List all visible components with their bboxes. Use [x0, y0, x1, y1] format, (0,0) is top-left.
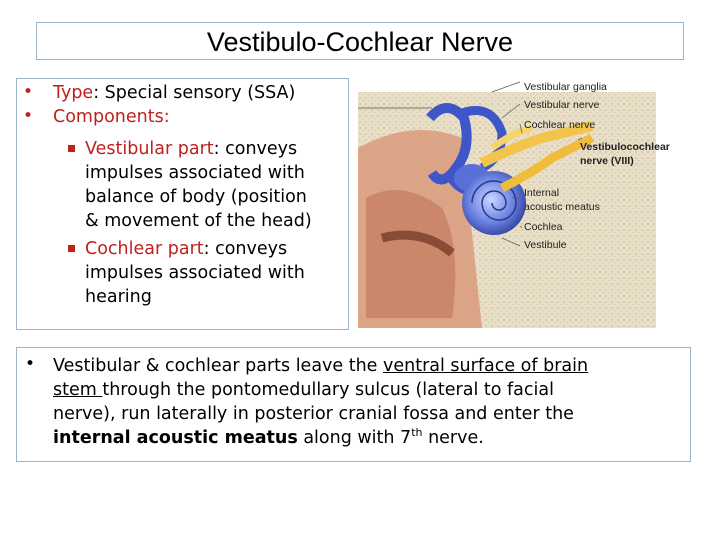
summary-line-2 — [53, 378, 554, 402]
label-cochlear-nerve: Cochlear nerve — [524, 119, 596, 131]
vestibular-line-1 — [85, 137, 297, 161]
label-cochlea: Cochlea — [524, 221, 563, 233]
title-box — [36, 22, 684, 60]
type-label: Type — [53, 83, 94, 103]
vestibular-label: Vestibular part — [85, 139, 214, 159]
square-bullet — [68, 245, 75, 252]
label-acoustic-meatus: acoustic meatus — [524, 201, 600, 213]
cochlear-line-1 — [85, 237, 287, 261]
superscript-th: th — [411, 426, 423, 440]
summary-line-3: nerve), run laterally in posterior cranial fossa and enter the — [53, 404, 574, 424]
bullet: • — [25, 354, 36, 374]
vestibular-line-2: impulses associated with — [85, 163, 305, 183]
bullet: • — [23, 106, 34, 126]
cochlear-line-2: impulses associated with — [85, 263, 305, 283]
square-bullet — [68, 145, 75, 152]
label-vestibular-ganglia: Vestibular ganglia — [524, 81, 607, 93]
summary-text-4-end: nerve. — [422, 428, 484, 448]
ear-anatomy-figure — [352, 78, 692, 330]
summary-text-2: through the pontomedullary sulcus (lateral to facial — [102, 380, 554, 400]
summary-text-4: along with 7 — [297, 428, 412, 448]
label-vestibular-nerve: Vestibular nerve — [524, 99, 600, 111]
vestibular-line-4: & movement of the head) — [85, 211, 312, 231]
bullet: • — [23, 82, 34, 102]
slide-title: Vestibulo-Cochlear Nerve — [206, 27, 514, 57]
cochlear-text-1: : conveys — [203, 239, 288, 259]
summary-text-1: Vestibular & cochlear parts leave the — [53, 356, 384, 376]
internal-acoustic-meatus: internal acoustic meatus — [53, 428, 298, 448]
vestibular-text-1: : conveys — [213, 139, 298, 159]
summary-line-1 — [53, 354, 588, 378]
label-vestibulocochlear: Vestibulocochlear — [580, 141, 670, 153]
summary-box — [16, 347, 691, 462]
summary-line-4 — [53, 426, 484, 450]
type-line — [53, 81, 295, 105]
cochlear-label: Cochlear part — [85, 239, 204, 259]
cochlear-line-3: hearing — [85, 287, 152, 307]
components-box — [16, 78, 349, 330]
type-value: : Special sensory (SSA) — [93, 83, 296, 103]
vestibular-line-3: balance of body (position — [85, 187, 307, 207]
stem-link: stem — [53, 380, 103, 400]
ear-anatomy-illustration — [352, 78, 692, 330]
label-internal: Internal — [524, 187, 560, 199]
ventral-surface-link: ventral surface of brain — [383, 356, 589, 376]
components-label: Components: — [53, 107, 170, 127]
label-vestibule: Vestibule — [524, 239, 567, 251]
label-nerve-viii: nerve (VIII) — [580, 155, 634, 167]
